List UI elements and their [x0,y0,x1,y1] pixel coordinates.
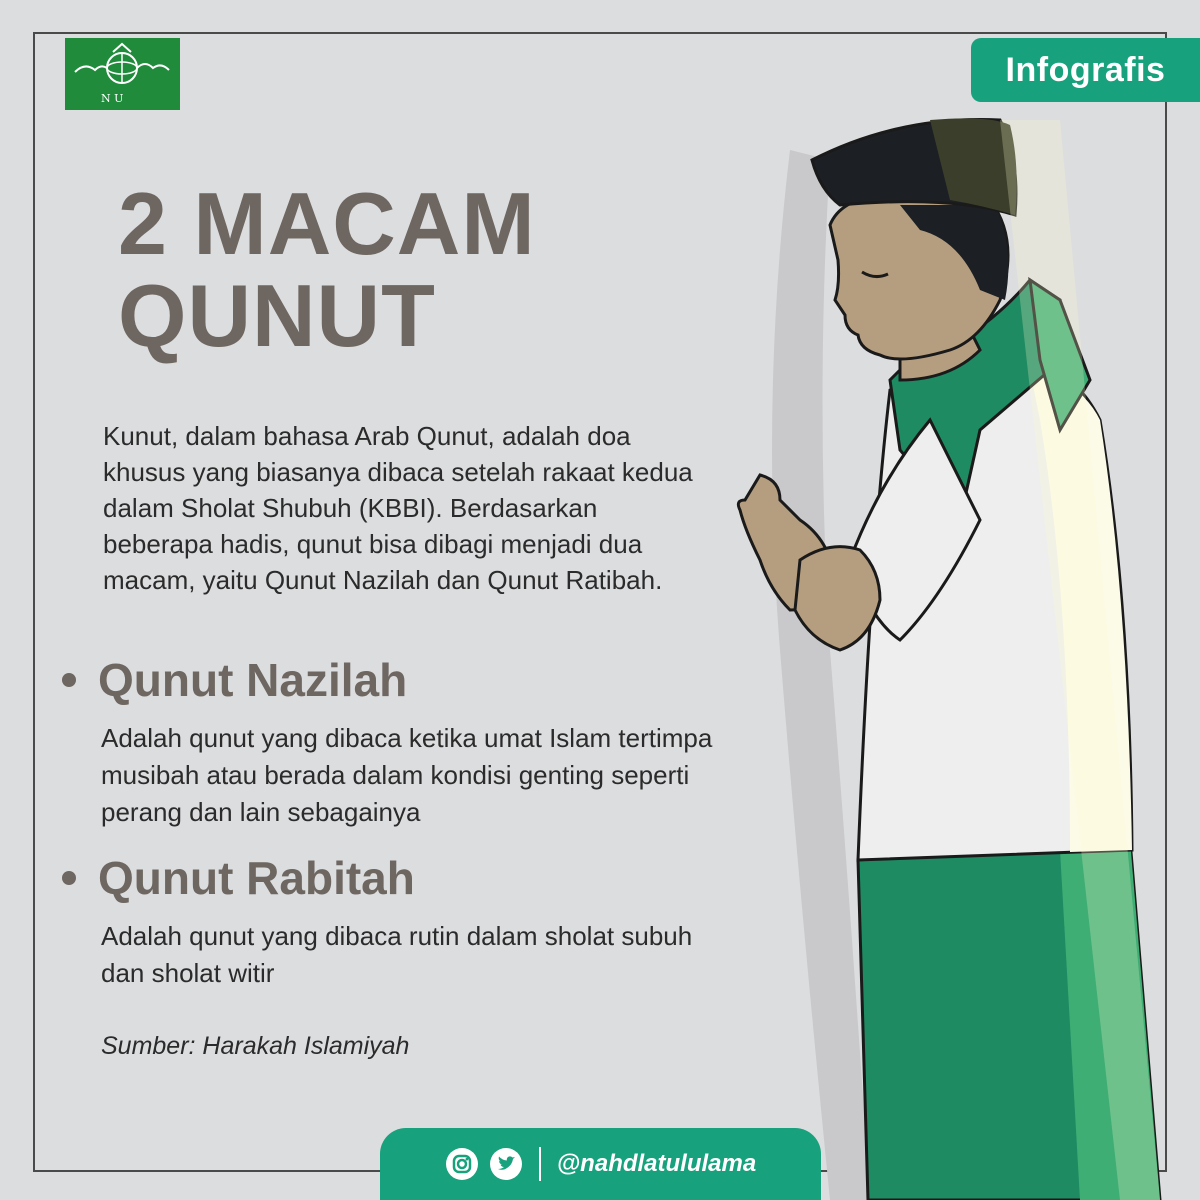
section-heading-text: Qunut Nazilah [98,654,408,706]
praying-man-illustration [700,100,1180,1200]
twitter-icon[interactable] [489,1147,523,1181]
title-line-2: QUNUT [118,266,436,365]
logo-letters: N U [101,92,124,105]
nu-logo [65,38,180,110]
nu-globe-emblem-icon [65,38,180,110]
badge-label: Infografis [1005,50,1166,89]
section-description-nazilah: Adalah qunut yang dibaca ketika umat Islam tertimpa musibah atau berada dalam kondisi genting seperti perang dan lain sebagainya [101,723,713,827]
source-citation: Sumber: Harakah Islamiyah [101,1032,410,1060]
bullet-dot [62,673,76,687]
infografis-badge [971,38,1200,102]
section-heading-nazilah [62,654,582,706]
title-line-1: 2 MACAM [118,174,536,273]
instagram-icon[interactable] [445,1147,479,1181]
bullet-dot [62,871,76,885]
social-footer [380,1128,821,1200]
page-title [118,174,718,365]
section-heading-text: Qunut Rabitah [98,852,415,904]
section-description-rabitah: Adalah qunut yang dibaca rutin dalam sholat subuh dan sholat witir [101,921,693,988]
section-heading-rabitah [62,852,582,904]
intro-paragraph: Kunut, dalam bahasa Arab Qunut, adalah doa khusus yang biasanya dibaca setelah rakaat kedua dalam Sholat Shubuh (KBBI). Berdasarkan beberapa hadis, qunut bisa dibagi menjadi dua macam, yaitu Qunut Nazilah dan Qunut Ratibah. [103,421,693,595]
social-handle[interactable]: @nahdlatululama [556,1150,757,1177]
footer-divider [539,1147,541,1181]
